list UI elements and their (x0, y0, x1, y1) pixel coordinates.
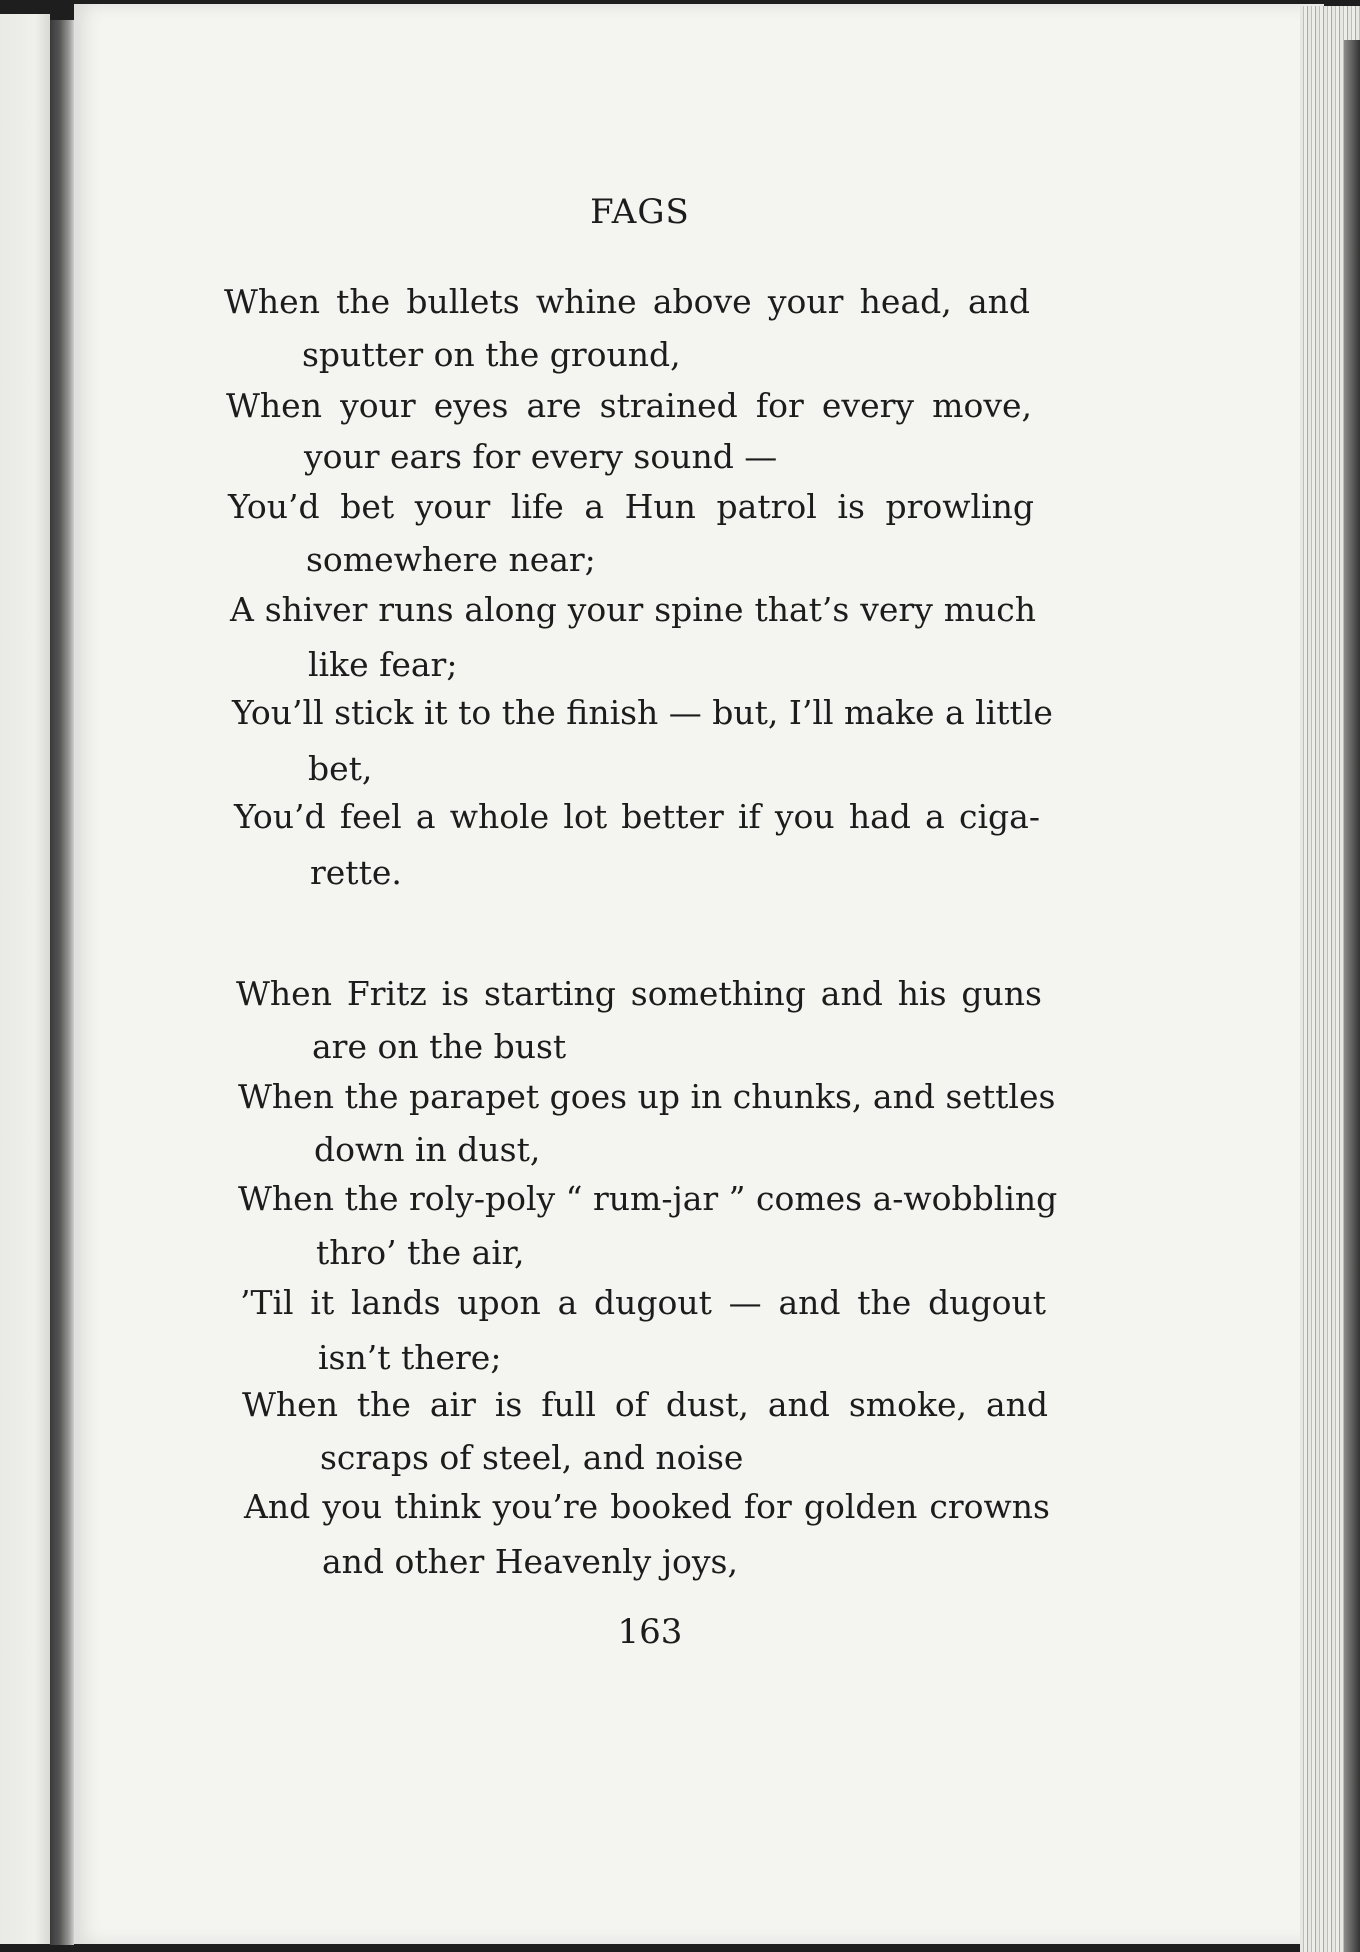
poem-line: bet, (308, 749, 373, 788)
facing-page-edge (0, 14, 50, 1944)
poem-line: You’ll stick it to the finish — but, I’ll make a little (232, 693, 1053, 732)
poem-line: You’d bet your life a Hun patrol is prowling (228, 487, 1034, 526)
poem-line: You’d feel a whole lot better if you had a ciga- (234, 797, 1040, 836)
poem-line: ’Til it lands upon a dugout — and the dugout (240, 1283, 1046, 1322)
poem-line: A shiver runs along your spine that’s very much (230, 590, 1036, 629)
poem-line: When the parapet goes up in chunks, and settles (238, 1077, 1056, 1116)
book-gutter (50, 20, 74, 1945)
page-stack-shadow (1344, 40, 1360, 1952)
running-head: FAGS (590, 192, 690, 232)
poem-line: When Fritz is starting something and his guns (236, 974, 1042, 1013)
poem-line: thro’ the air, (316, 1233, 525, 1272)
poem-line: When your eyes are strained for every move, (226, 386, 1032, 425)
poem-line: somewhere near; (306, 540, 596, 579)
poem-line: are on the bust (312, 1027, 567, 1066)
poem-line: rette. (310, 853, 402, 892)
poem-line: isn’t there; (318, 1338, 502, 1377)
poem-line: scraps of steel, and noise (320, 1438, 744, 1477)
poem-line: like fear; (308, 645, 458, 684)
poem-line: your ears for every sound — (304, 437, 778, 476)
poem-line: When the air is full of dust, and smoke, and (242, 1385, 1048, 1424)
poem-line: and other Heavenly joys, (322, 1542, 738, 1581)
page-number: 163 (617, 1612, 683, 1652)
poem-line: sputter on the ground, (302, 335, 681, 374)
poem-line: down in dust, (314, 1130, 541, 1169)
poem-line: When the roly-poly “ rum-jar ” comes a-wobbling (238, 1179, 1058, 1218)
poem-line: When the bullets whine above your head, and (224, 282, 1030, 321)
poem-line: And you think you’re booked for golden crowns (244, 1487, 1050, 1526)
